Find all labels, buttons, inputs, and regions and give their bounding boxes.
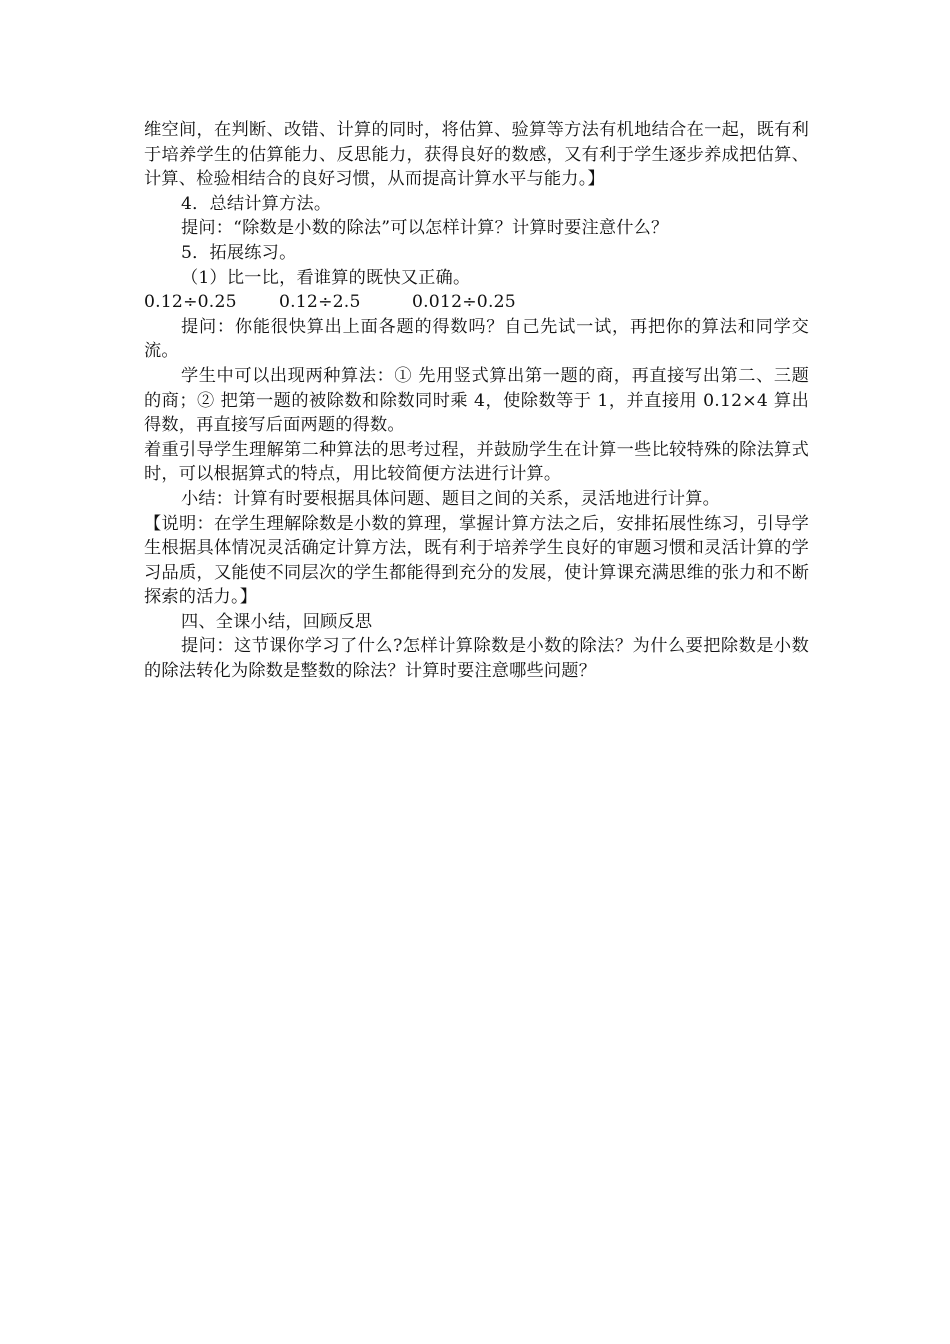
paragraph-question-quick: 提问：你能很快算出上面各题的得数吗？自己先试一试，再把你的算法和同学交流。 (144, 316, 809, 362)
paragraph-explanation-note: 【说明：在学生理解除数是小数的算理，掌握计算方法之后，安排拓展性练习，引导学生根据具体情况灵活确定计算方法，既有利于培养学生良好的审题习惯和灵活计算的学习品质，又能使不同层次的学生都能得到充分的发展，使计算课充满思维的张力和不断探索的活力。】 (144, 513, 809, 608)
paragraph-note-continuation: 维空间，在判断、改错、计算的同时，将估算、验算等方法有机地结合在一起，既有利于培养学生的估算能力、反思能力，获得良好的数感，又有利于学生逐步养成把估算、计算、检验相结合的良好习惯，从而提高计算水平与能力。】 (144, 120, 809, 190)
paragraph-compare-task: （1）比一比，看谁算的既快又正确。 (181, 267, 471, 288)
heading-lesson-summary: 四、全课小结，回顾反思 (181, 611, 373, 632)
paragraph-guidance: 着重引导学生理解第二种算法的思考过程，并鼓励学生在计算一些比较特殊的除法算式时，可以根据算式的特点，用比较简便方法进行计算。 (144, 439, 809, 485)
document-body (144, 118, 809, 684)
paragraph-summary: 小结：计算有时要根据具体问题、题目之间的关系，灵活地进行计算。 (181, 488, 721, 509)
expression-list (144, 290, 809, 315)
paragraph-final-questions: 提问：这节课你学习了什么?怎样计算除数是小数的除法？为什么要把除数是小数的除法转化为除数是整数的除法？计算时要注意哪些问题？ (144, 636, 809, 682)
expression-item: 0.12÷0.25 (144, 292, 237, 313)
heading-summarize-method: 4．总结计算方法。 (181, 193, 332, 214)
heading-extension-practice: 5．拓展练习。 (181, 242, 297, 263)
paragraph-two-methods: 学生中可以出现两种算法：① 先用竖式算出第一题的商，再直接写出第二、三题的商；② 把第一题的被除数和除数同时乘 4，使除数等于 1，并直接用 0.12×4 算出得数，再直接写后面两题的得数。 (144, 365, 809, 436)
expression-item: 0.012÷0.25 (412, 292, 516, 313)
paragraph-question-method: 提问：“除数是小数的除法”可以怎样计算？计算时要注意什么？ (181, 218, 669, 239)
expression-item: 0.12÷2.5 (279, 292, 361, 313)
